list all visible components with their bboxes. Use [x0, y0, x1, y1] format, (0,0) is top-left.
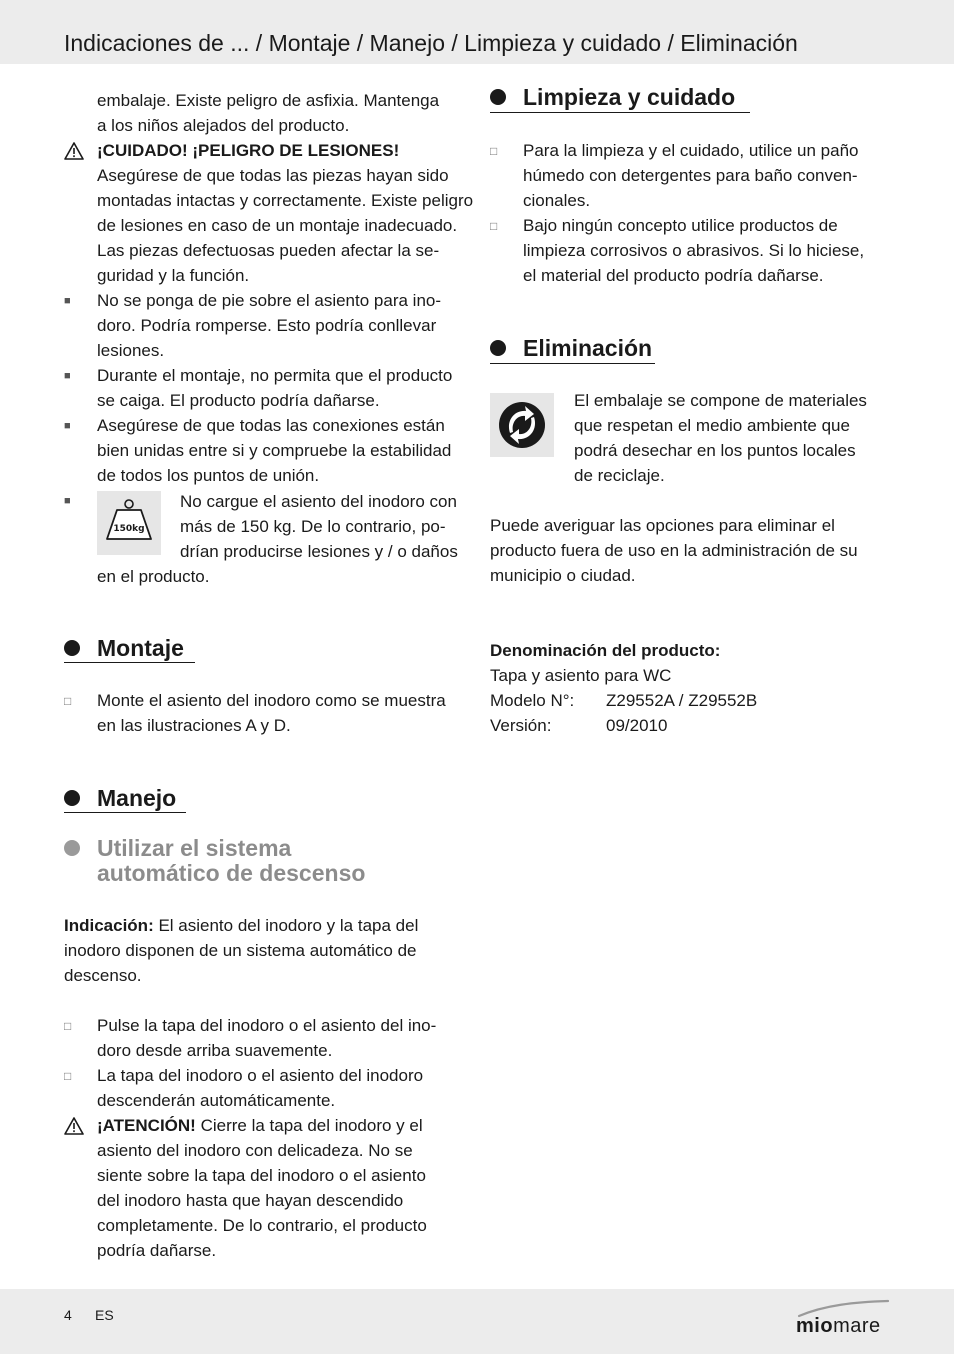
subsection-heading-line: Utilizar el sistema [97, 835, 292, 861]
list-item-line: bien unidas entre si y compruebe la estabilidad [97, 441, 452, 460]
model-label: Modelo N°: [490, 691, 575, 710]
filled-square-bullet-icon: ■ [64, 420, 71, 432]
attention-line: asiento del inodoro con delicadeza. No se [97, 1141, 413, 1160]
attention-line: podría dañarse. [97, 1241, 217, 1260]
filled-square-bullet-icon: ■ [64, 495, 71, 507]
list-item-line: Pulse la tapa del inodoro o el asiento del ino- [97, 1016, 437, 1035]
section-heading-eliminacion: Eliminación [523, 335, 653, 361]
brand-light: mare [833, 1315, 881, 1337]
warning-triangle-icon [64, 141, 84, 161]
heading-underline [490, 112, 750, 113]
open-square-bullet-icon: □ [490, 219, 498, 233]
section-heading-limpieza: Limpieza y cuidado [523, 84, 736, 110]
disposal-line: Puede averiguar las opciones para eliminar el [490, 516, 835, 535]
list-item-line: doro. Podría romperse. Esto podría conllevar [97, 316, 437, 335]
list-item-line: en las ilustraciones A y D. [97, 716, 291, 735]
list-item-line: Durante el montaje, no permita que el producto [97, 366, 453, 385]
page-number: 4 [64, 1307, 72, 1323]
recycle-line: de reciclaje. [574, 466, 665, 485]
disposal-line: municipio o ciudad. [490, 566, 636, 585]
caution-line: montadas intactas y correctamente. Existe peligro [97, 191, 474, 210]
caution-line: guridad y la función. [97, 266, 250, 285]
section-heading-manejo: Manejo [97, 785, 177, 811]
subsection-heading-line: automático de descenso [97, 860, 366, 886]
note-line: inodoro disponen de un sistema automático de [64, 941, 417, 960]
list-item-line: más de 150 kg. De lo contrario, po- [180, 517, 446, 536]
list-item-line: de todos los puntos de unión. [97, 466, 320, 485]
list-item-line: húmedo con detergentes para baño conven- [523, 166, 858, 185]
attention-line: completamente. De lo contrario, el producto [97, 1216, 427, 1235]
intro-line: a los niños alejados del producto. [97, 116, 350, 135]
list-item-line: Asegúrese de que todas las conexiones están [97, 416, 445, 435]
brand-bold: mio [796, 1315, 834, 1337]
list-item-line: doro desde arriba suavemente. [97, 1041, 333, 1060]
note-line: descenso. [64, 966, 142, 985]
list-item-line: No cargue el asiento del inodoro con [180, 492, 457, 511]
recycle-line: podrá desechar en los puntos locales [574, 441, 856, 460]
heading-bullet-icon [64, 790, 80, 806]
intro-line: embalaje. Existe peligro de asfixia. Mantenga [97, 91, 440, 110]
list-item-line: Monte el asiento del inodoro como se muestra [97, 691, 446, 710]
disposal-line: producto fuera de uso en la administración de su [490, 541, 858, 560]
list-item-line: cionales. [523, 191, 591, 210]
heading-bullet-icon [64, 640, 80, 656]
list-item-line: drían producirse lesiones y / o daños [180, 542, 458, 561]
list-item-line: limpieza corrosivos o abrasivos. Si lo hiciese, [523, 241, 865, 260]
page-header [0, 0, 954, 64]
model-value: Z29552A / Z29552B [606, 691, 758, 710]
page-title: Indicaciones de ... / Montaje / Manejo / Limpieza y cuidado / Eliminación [64, 30, 798, 56]
subheading-bullet-icon [64, 840, 80, 856]
attention-line: siente sobre la tapa del inodoro o el asiento [97, 1166, 426, 1185]
heading-underline [64, 812, 186, 813]
note-label: Indicación: [64, 916, 154, 935]
version-label: Versión: [490, 716, 552, 735]
heading-underline [64, 662, 195, 663]
recycle-line: que respetan el medio ambiente que [574, 416, 850, 435]
note-line [64, 913, 418, 938]
caution-title: ¡CUIDADO! ¡PELIGRO DE LESIONES! [97, 141, 400, 160]
list-item-line: en el producto. [97, 567, 210, 586]
open-square-bullet-icon: □ [64, 694, 72, 708]
attention-label: ¡ATENCIÓN! [97, 1116, 196, 1135]
heading-bullet-icon [490, 89, 506, 105]
weight-icon-label: 150kg [113, 524, 145, 534]
list-item-line: se caiga. El producto podría dañarse. [97, 391, 380, 410]
product-name: Tapa y asiento para WC [490, 666, 672, 685]
heading-bullet-icon [490, 340, 506, 356]
filled-square-bullet-icon: ■ [64, 295, 71, 307]
list-item-line: No se ponga de pie sobre el asiento para ino- [97, 291, 442, 310]
filled-square-bullet-icon: ■ [64, 370, 71, 382]
list-item-line: lesiones. [97, 341, 165, 360]
warning-triangle-icon [64, 1116, 84, 1136]
list-item-line: Bajo ningún concepto utilice productos de [523, 216, 838, 235]
caution-line: de lesiones en caso de un montaje inadecuado. [97, 216, 458, 235]
section-heading-montaje: Montaje [97, 635, 184, 661]
version-value: 09/2010 [606, 716, 668, 735]
list-item-line: La tapa del inodoro o el asiento del inodoro [97, 1066, 424, 1085]
list-item-line: descenderán automáticamente. [97, 1091, 336, 1110]
open-square-bullet-icon: □ [64, 1019, 72, 1033]
attention-text: Cierre la tapa del inodoro y el [195, 1116, 423, 1135]
green-dot-recycling-icon [490, 393, 554, 457]
open-square-bullet-icon: □ [490, 144, 498, 158]
page-footer [0, 1289, 954, 1354]
attention-line [97, 1113, 423, 1138]
caution-line: Asegúrese de que todas las piezas hayan sido [97, 166, 449, 185]
attention-line: del inodoro hasta que hayan descendido [97, 1191, 404, 1210]
recycle-line: El embalaje se compone de materiales [574, 391, 867, 410]
brand-wordmark [796, 1314, 881, 1338]
list-item-line: el material del producto podría dañarse. [523, 266, 824, 285]
brand-logo [795, 1299, 890, 1343]
heading-underline [490, 363, 655, 364]
note-text: El asiento del inodoro y la tapa del [153, 916, 419, 935]
language-code: ES [95, 1307, 114, 1323]
open-square-bullet-icon: □ [64, 1069, 72, 1083]
product-label: Denominación del producto: [490, 641, 721, 660]
weight-limit-icon [97, 491, 161, 555]
caution-line: Las piezas defectuosas pueden afectar la se- [97, 241, 440, 260]
list-item-line: Para la limpieza y el cuidado, utilice un paño [523, 141, 859, 160]
